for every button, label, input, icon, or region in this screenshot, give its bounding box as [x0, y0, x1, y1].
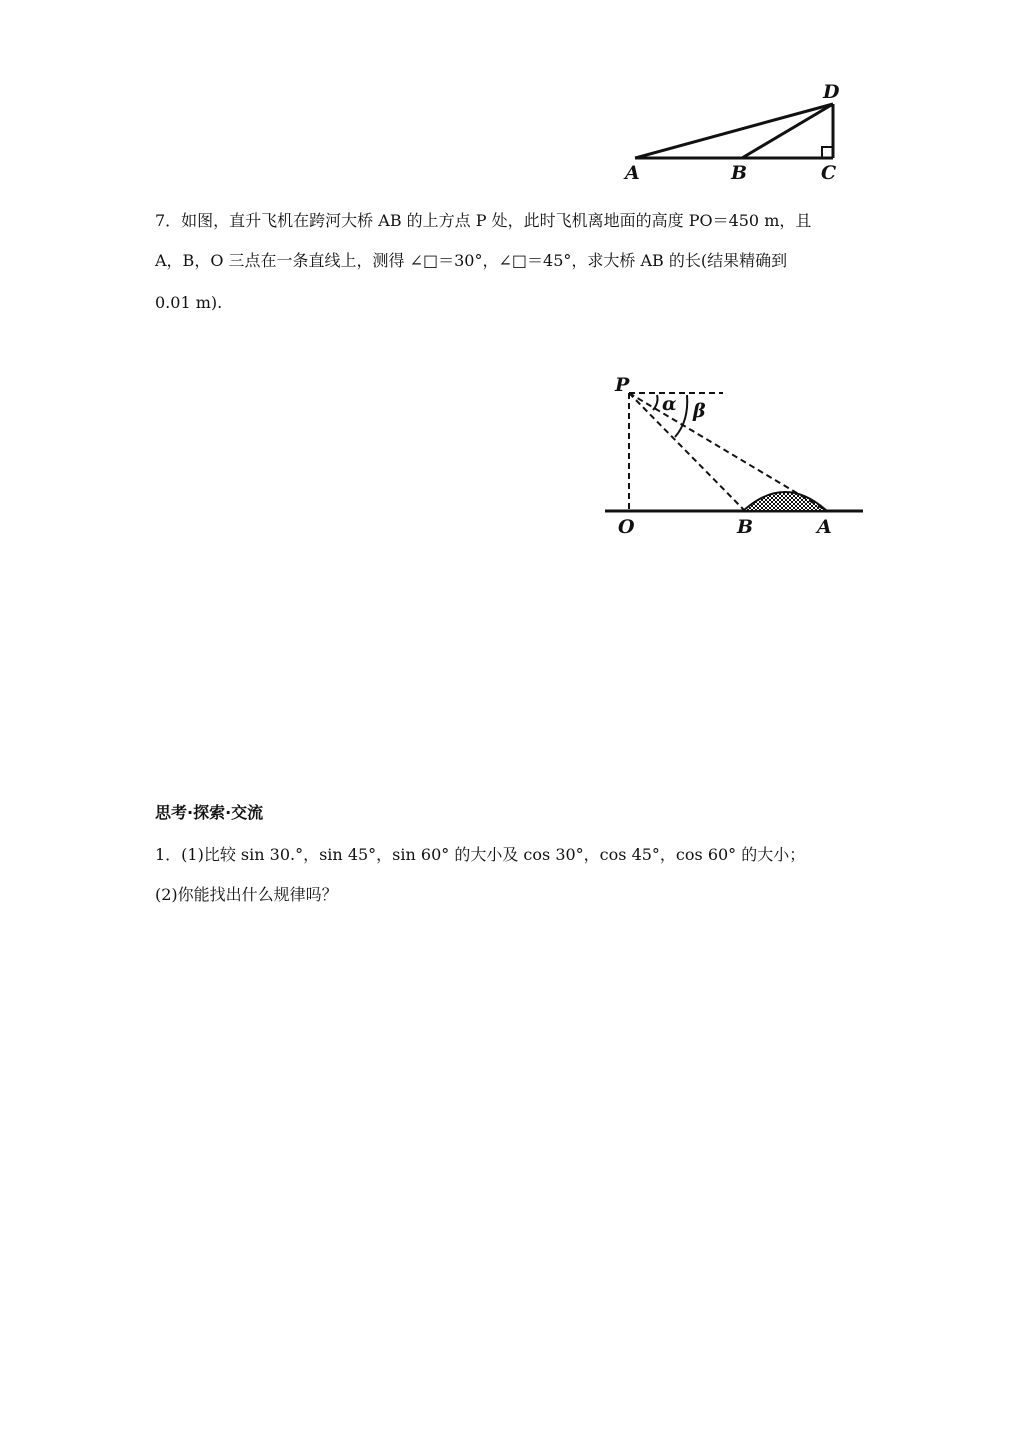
bridge-diagram [595, 365, 875, 550]
label-c: C [821, 162, 837, 184]
label-alpha: α [662, 393, 677, 415]
question-1-part-2: (2)你能找出什么规律吗？ [155, 885, 338, 904]
label-beta: β [693, 400, 706, 422]
figure-triangle-abcd [600, 75, 880, 190]
problem-7-line-2: A，B，O 三点在一条直线上，测得 ∠□＝30°，∠□＝45°，求大桥 AB 的长(结果精确到 [155, 251, 788, 270]
triangle-diagram [600, 75, 880, 190]
segment-ad [635, 104, 833, 158]
right-angle-mark [822, 147, 833, 158]
label-p: P [615, 374, 630, 396]
problem-7-line-1: 7．如图，直升飞机在跨河大桥 AB 的上方点 P 处，此时飞机离地面的高度 PO＝450 m，且 [155, 211, 812, 230]
label-o: O [618, 516, 635, 538]
angle-alpha-arc [653, 395, 658, 410]
section-title: 思考·探索·交流 [155, 803, 264, 822]
figure-helicopter-bridge [595, 365, 875, 550]
label-b: B [731, 162, 748, 184]
question-1-part-1: 1．(1)比较 sin 30.°，sin 45°，sin 60° 的大小及 cos 30°，cos 45°，cos 60° 的大小； [155, 845, 806, 864]
label-d: D [823, 81, 840, 103]
label-a: A [625, 162, 640, 184]
problem-7-line-3: 0.01 m). [155, 293, 223, 312]
label-a2: A [817, 516, 832, 538]
segment-bd [742, 104, 833, 158]
angle-beta-arc [675, 395, 687, 437]
river-bridge-mound [743, 492, 827, 511]
label-b2: B [737, 516, 754, 538]
